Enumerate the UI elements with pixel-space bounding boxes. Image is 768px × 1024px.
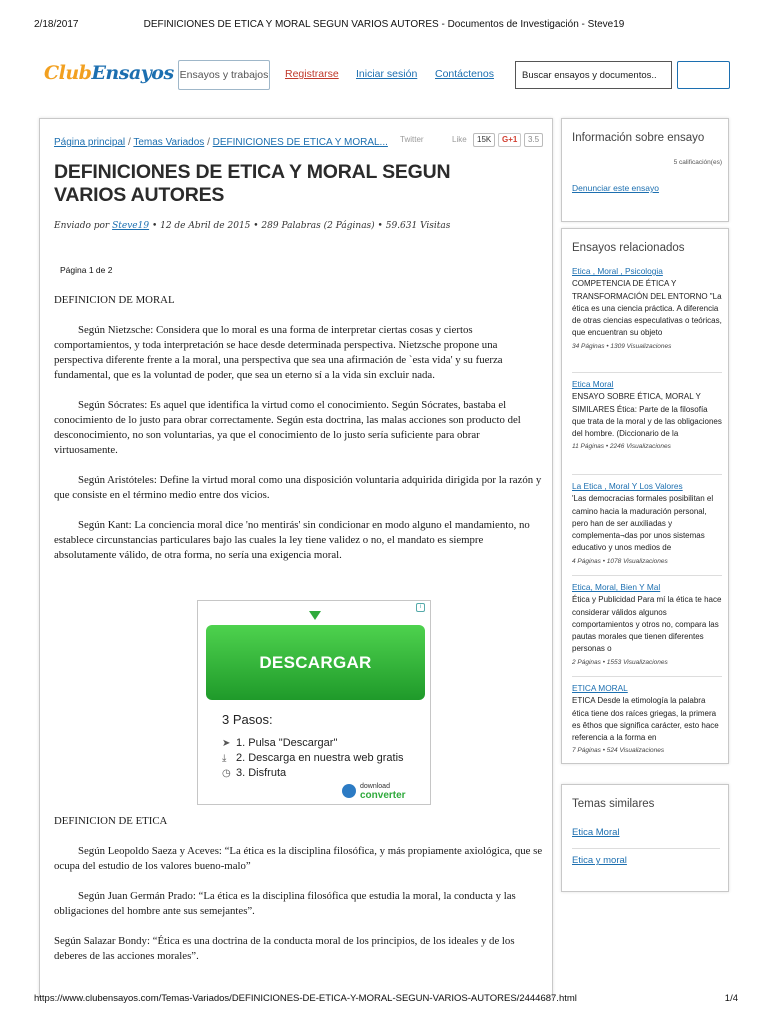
- gplus-count: 3.5: [524, 133, 543, 147]
- search-input[interactable]: [515, 61, 672, 89]
- related-item-stats: 7 Páginas • 524 Visualizaciones: [572, 747, 665, 755]
- twitter-button[interactable]: Twitter: [400, 135, 424, 144]
- related-item: [572, 265, 722, 353]
- login-link[interactable]: Iniciar sesión: [356, 68, 418, 80]
- related-item-title[interactable]: La Etica , Moral Y Los Valores: [572, 481, 683, 491]
- breadcrumb-category[interactable]: Temas Variados: [133, 137, 205, 148]
- related-item-stats: 34 Páginas • 1309 Visualizaciones: [572, 342, 672, 350]
- similar-topics-card: [561, 784, 729, 892]
- print-page-number: 1/4: [724, 993, 738, 1004]
- related-item-stats: 4 Páginas • 1078 Visualizaciones: [572, 557, 668, 565]
- divider: [572, 676, 722, 677]
- document-stats: • 12 de Abril de 2015 • 289 Palabras (2 Páginas) • 59.631 Visitas: [149, 221, 451, 231]
- paragraph: Según Juan Germán Prado: “La ética es la disciplina filosófica que estudia la moral, la conducta y las obligaciones del hombre ante sus semejantes”.: [54, 890, 516, 917]
- download-button[interactable]: DESCARGAR: [206, 625, 425, 700]
- ad-step: ◷ 3. Disfruta: [222, 767, 287, 779]
- rating-count: 5 calificación(es): [673, 159, 722, 166]
- breadcrumb-home[interactable]: Página principal: [54, 137, 126, 148]
- breadcrumb-current[interactable]: DEFINICIONES DE ETICA Y MORAL...: [212, 137, 388, 148]
- paragraph: Según Sócrates: Es aquel que identifica la virtud como el conocimiento. Según Sócrates, bastaba el conocimiento de lo justo para obrar correctamente. Según esta doctrina, las malas acciones son producto del desconocimiento, no son voluntarias, ya que el conocimiento de lo justo sería suficiente para obrar virtuosamente.: [54, 399, 521, 456]
- related-item: [572, 581, 722, 669]
- essays-menu-button[interactable]: Ensayos y trabajos: [178, 60, 270, 90]
- paragraph: Según Nietzsche: Considera que lo moral es una forma de interpretar ciertas cosas y ciertos comportamientos, y toda interpretación se hace desde determinada perspectiva. Nietzsche propone una perspectiva diferente frente a la moral, una perspectiva que sea una afirmación de `esta vida' y su fuerza fundamental, que es la voluntad de poder, que sea un eterno sí a la vida sin excluir nada.: [54, 324, 503, 381]
- social-bar: [400, 133, 550, 149]
- paragraph: Según Leopoldo Saeza y Aceves: “La ética es la disciplina filosófica, y más propiamente axiológica, que se ocupa del estudio de los valores bueno-malo”: [54, 845, 543, 872]
- related-item-snippet: COMPETENCIA DE ÉTICA Y TRANSFORMACIÓN DEL ENTORNO "La ética es una ciencia práctica. A diferencia de otras ciencias especulativas o teóricas, que encuentran su objeto: [572, 279, 722, 338]
- site-logo[interactable]: ClubEnsayos: [44, 62, 174, 84]
- arrow-down-icon: [309, 611, 321, 620]
- essay-info-card: [561, 118, 729, 222]
- print-url: https://www.clubensayos.com/Temas-Variados/DEFINICIONES-DE-ETICA-Y-MORAL-SEGUN-VARIOS-AUTORES/2444687.html: [34, 993, 577, 1004]
- related-item-title[interactable]: Etica Moral: [572, 379, 614, 389]
- breadcrumb-separator: /: [207, 137, 210, 148]
- contact-link[interactable]: Contáctenos: [435, 68, 494, 80]
- divider: [572, 372, 722, 373]
- sent-by-label: Enviado por: [54, 221, 110, 231]
- related-item: [572, 480, 722, 568]
- brand-icon: [342, 784, 356, 798]
- paragraph: Según Kant: La conciencia moral dice 'no mentirás' sin condicionar en modo alguno el mandamiento, no establece circunstancias particulares bajo las cuales la ley tiene validez o no, el mandato es siempre absolutamente válido, de otra forma, no sería una exigencia moral.: [54, 519, 530, 561]
- download-icon: ⤓: [222, 753, 227, 764]
- related-item: [572, 378, 722, 454]
- ad-steps-title: 3 Pasos:: [222, 712, 273, 727]
- site-header: [34, 56, 734, 96]
- divider: [572, 474, 722, 475]
- related-item-title[interactable]: Etica, Moral, Bien Y Mal: [572, 582, 661, 592]
- paragraph: Según Aristóteles: Define la virtud moral como una disposición voluntaria adquirida dirigida por la razón y que consiste en el término medio entre dos vicios.: [54, 474, 542, 501]
- related-essays-title: Ensayos relacionados: [572, 242, 685, 254]
- ad-step: ⤓ 2. Descarga en nuestra web gratis: [222, 752, 404, 764]
- similar-topic-link[interactable]: Etica y moral: [572, 855, 627, 866]
- document-panel: [39, 118, 553, 998]
- paragraph: Según Salazar Bondy: “Ética es una doctrina de la conducta moral de los principios, de los ideales y de los deberes de las acciones morales”.: [54, 935, 515, 962]
- register-link[interactable]: Registrarse: [285, 68, 339, 80]
- section-heading: DEFINICION DE ETICA: [54, 815, 168, 827]
- report-essay-link[interactable]: Denunciar este ensayo: [572, 183, 659, 193]
- download-ad[interactable]: [197, 600, 431, 805]
- related-item-snippet: 'Las democracias formales posibilitan el camino hacia la maduración personal, pero han de ser auxiliadas y complementa¬das por unos sistemas educativo y unos medios de: [572, 494, 714, 553]
- similar-topic-link[interactable]: Etica Moral: [572, 827, 620, 838]
- clock-icon: ◷: [222, 768, 231, 779]
- author-link[interactable]: Steve19: [112, 221, 150, 231]
- print-title: DEFINICIONES DE ETICA Y MORAL SEGUN VARIOS AUTORES - Documentos de Investigación - Steve19: [143, 19, 625, 30]
- gplus-button[interactable]: G+1: [498, 133, 521, 147]
- like-button[interactable]: Like: [452, 135, 467, 144]
- related-item-snippet: Ética y Publicidad Para mí la ética te hace considerar válidos algunos comportamientos y otros no, compara las pautas morales que tienen diferentes personas o: [572, 595, 722, 654]
- related-item-snippet: ETICA Desde la etimología la palabra ética tiene dos raíces griegas, la primera es êthos que significa carácter, esto hace referencia a la forma en: [572, 696, 719, 743]
- search-button[interactable]: [677, 61, 730, 89]
- cursor-icon: ➤: [222, 738, 231, 749]
- related-item-title[interactable]: ETICA MORAL: [572, 683, 628, 693]
- related-item-title[interactable]: Etica , Moral , Psicologia: [572, 266, 663, 276]
- related-essays-card: [561, 228, 729, 764]
- divider: [572, 575, 722, 576]
- print-date: 2/18/2017: [34, 19, 79, 30]
- divider: [572, 848, 720, 849]
- similar-topics-title: Temas similares: [572, 798, 655, 810]
- ad-step: ➤ 1. Pulsa "Descargar": [222, 737, 338, 749]
- page-indicator: Página 1 de 2: [60, 265, 113, 275]
- related-item-stats: 11 Páginas • 2246 Visualizaciones: [572, 443, 671, 451]
- page-title: DEFINICIONES DE ETICA Y MORAL SEGUN VARIOS AUTORES: [54, 161, 451, 206]
- section-heading: DEFINICION DE MORAL: [54, 294, 175, 306]
- document-meta: [54, 221, 450, 231]
- ad-brand-logo: download converter: [342, 782, 422, 802]
- like-count: 15K: [473, 133, 495, 147]
- essay-info-title: Información sobre ensayo: [572, 132, 705, 144]
- adchoices-icon[interactable]: i: [416, 603, 425, 612]
- breadcrumb: [54, 137, 388, 148]
- related-item-stats: 2 Páginas • 1553 Visualizaciones: [572, 658, 668, 666]
- related-item: [572, 682, 722, 758]
- breadcrumb-separator: /: [127, 137, 131, 148]
- related-item-snippet: ENSAYO SOBRE ÉTICA, MORAL Y SIMILARES Ética: Parte de la filosofía que trata de la moral y de las obligaciones del hombre. (Diccionario de la: [572, 392, 722, 439]
